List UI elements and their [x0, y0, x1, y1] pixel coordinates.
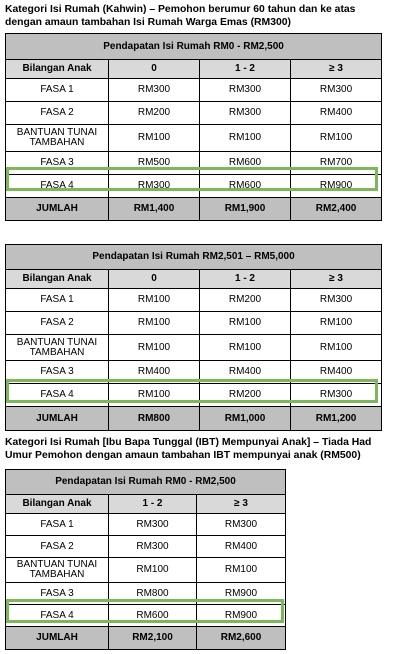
total-cell: RM1,200 [291, 407, 382, 431]
column-header: 1 - 2 [200, 60, 291, 79]
column-header: 1 - 2 [109, 495, 197, 514]
table-cell: RM300 [109, 79, 200, 102]
table-cell: RM100 [109, 384, 200, 407]
table-row [6, 289, 382, 312]
table-header-row [6, 270, 382, 289]
column-header: ≥ 3 [291, 270, 382, 289]
table-cell: RM100 [291, 312, 382, 335]
total-cell: RM1,900 [200, 198, 291, 221]
table-cell: RM300 [200, 79, 291, 102]
aid-table-married-low-income [5, 33, 382, 221]
table-cell: RM100 [291, 335, 382, 361]
aid-table-single-parent [5, 469, 286, 650]
table-cell: RM100 [197, 558, 286, 583]
row-label: FASA 2 [6, 536, 109, 558]
table-cell: RM600 [109, 605, 197, 627]
table-cell: RM100 [109, 289, 200, 312]
total-cell: RM800 [109, 407, 200, 431]
table-cell: RM100 [109, 335, 200, 361]
table-row [6, 102, 382, 125]
table-header-row [6, 60, 382, 79]
column-header: Bilangan Anak [6, 495, 109, 514]
table-cell: RM300 [197, 514, 286, 536]
heading-line: Kategori Isi Rumah [Ibu Bapa Tunggal (IBT) Mempunyai Anak] – Tiada Had [5, 437, 372, 448]
section-heading-single-parent [5, 436, 399, 462]
table-cell: RM400 [109, 361, 200, 384]
column-header: 1 - 2 [200, 270, 291, 289]
table-cell: RM300 [291, 289, 382, 312]
table-cell: RM200 [200, 384, 291, 407]
table-cell: RM100 [291, 125, 382, 152]
table-cell: RM300 [291, 79, 382, 102]
income-band-label: Pendapatan Isi Rumah RM2,501 – RM5,000 [6, 245, 382, 270]
row-label: FASA 3 [6, 152, 109, 175]
table-row-fasa-4 [6, 605, 286, 627]
table-header-row [6, 495, 286, 514]
row-label: BANTUAN TUNAI TAMBAHAN [6, 558, 109, 583]
row-label: FASA 1 [6, 514, 109, 536]
column-header: ≥ 3 [291, 60, 382, 79]
column-header: ≥ 3 [197, 495, 286, 514]
row-label: FASA 4 [6, 605, 109, 627]
table-cell: RM700 [291, 152, 382, 175]
row-label: FASA 4 [6, 384, 109, 407]
row-label: FASA 2 [6, 312, 109, 335]
table-band-row [6, 470, 286, 495]
row-label: FASA 1 [6, 289, 109, 312]
table-total-row [6, 198, 382, 221]
table-cell: RM400 [200, 361, 291, 384]
table-cell: RM100 [109, 312, 200, 335]
table-row [6, 361, 382, 384]
row-label: BANTUAN TUNAI TAMBAHAN [6, 335, 109, 361]
row-label: FASA 2 [6, 102, 109, 125]
table-row [6, 125, 382, 152]
column-header: 0 [109, 270, 200, 289]
table-row [6, 312, 382, 335]
total-label: JUMLAH [6, 407, 109, 431]
table-row [6, 79, 382, 102]
table-cell: RM100 [200, 335, 291, 361]
table-row [6, 152, 382, 175]
table-row [6, 514, 286, 536]
table-cell: RM100 [109, 558, 197, 583]
table-cell: RM300 [200, 102, 291, 125]
row-label: BANTUAN TUNAI TAMBAHAN [6, 125, 109, 152]
table-row [6, 536, 286, 558]
table-total-row [6, 407, 382, 431]
table-row-fasa-4 [6, 175, 382, 198]
aid-table-married-mid-income [5, 244, 382, 431]
table-cell: RM800 [109, 583, 197, 605]
table-cell: RM300 [109, 514, 197, 536]
income-band-label: Pendapatan Isi Rumah RM0 - RM2,500 [6, 470, 286, 495]
table-cell: RM300 [109, 536, 197, 558]
section-heading-married [5, 3, 399, 29]
row-label: FASA 1 [6, 79, 109, 102]
table-cell: RM300 [109, 175, 200, 198]
table-cell: RM400 [197, 536, 286, 558]
total-cell: RM1,400 [109, 198, 200, 221]
table-row [6, 335, 382, 361]
heading-line: Kategori Isi Rumah (Kahwin) – Pemohon berumur 60 tahun dan ke atas [5, 4, 356, 15]
row-label: FASA 3 [6, 361, 109, 384]
table-row [6, 558, 286, 583]
heading-line: Umur Pemohon dengan amaun tambahan IBT mempunyai anak (RM500) [5, 450, 361, 461]
table-cell: RM200 [200, 289, 291, 312]
total-label: JUMLAH [6, 198, 109, 221]
table-cell: RM300 [291, 384, 382, 407]
table-cell: RM200 [109, 102, 200, 125]
total-cell: RM2,100 [109, 627, 197, 650]
total-cell: RM2,600 [197, 627, 286, 650]
table-cell: RM900 [197, 605, 286, 627]
total-cell: RM1,000 [200, 407, 291, 431]
table-cell: RM100 [200, 125, 291, 152]
table-cell: RM900 [291, 175, 382, 198]
table-cell: RM100 [200, 312, 291, 335]
column-header: Bilangan Anak [6, 60, 109, 79]
row-label: FASA 4 [6, 175, 109, 198]
heading-line: dengan amaun tambahan Isi Rumah Warga Emas (RM300) [5, 17, 292, 28]
income-band-label: Pendapatan Isi Rumah RM0 - RM2,500 [6, 34, 382, 60]
table-band-row [6, 34, 382, 60]
total-cell: RM2,400 [291, 198, 382, 221]
table-total-row [6, 627, 286, 650]
column-header: Bilangan Anak [6, 270, 109, 289]
table-cell: RM100 [109, 125, 200, 152]
total-label: JUMLAH [6, 627, 109, 650]
table-cell: RM900 [197, 583, 286, 605]
table-cell: RM600 [200, 175, 291, 198]
table-row [6, 583, 286, 605]
table-row-fasa-4 [6, 384, 382, 407]
column-header: 0 [109, 60, 200, 79]
table-cell: RM400 [291, 361, 382, 384]
row-label: FASA 3 [6, 583, 109, 605]
table-band-row [6, 245, 382, 270]
table-cell: RM600 [200, 152, 291, 175]
table-cell: RM500 [109, 152, 200, 175]
table-cell: RM400 [291, 102, 382, 125]
